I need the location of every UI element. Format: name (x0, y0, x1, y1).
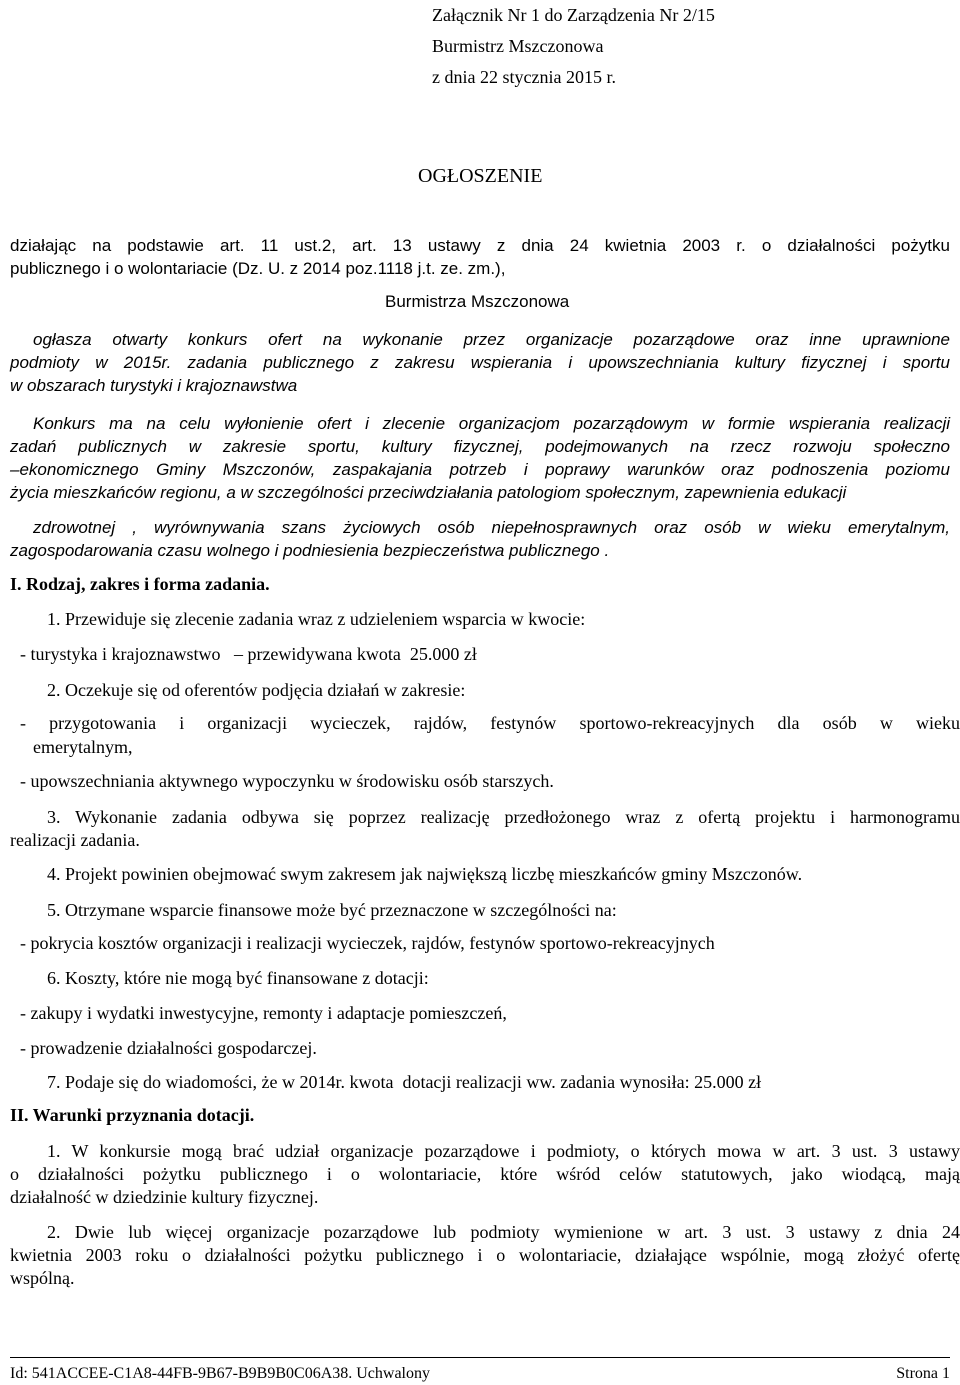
section-1-heading: I. Rodzaj, zakres i forma zadania. (10, 574, 270, 594)
section-2-point-1-line-2: o działalności pożytku publicznego i o wolontariacie, które wśród celów statutowych, jako wiodącą, mają (10, 1164, 960, 1184)
header-line-1: Załącznik Nr 1 do Zarządzenia Nr 2/15 (432, 5, 715, 25)
document-title: OGŁOSZENIE (418, 165, 543, 187)
issuer-name: Burmistrza Mszczonowa (385, 292, 570, 311)
section-1-point-3-line-1: 3. Wykonanie zadania odbywa się poprzez realizację przedłożonego wraz z ofertą projektu i harmonogramu (47, 807, 960, 827)
section-1-point-3-line-2: realizacji zadania. (10, 830, 140, 850)
goal-line-2: zadań publicznych w zakresie sportu, kultury fizycznej, podejmowanych na rzecz rozwoju społeczno (10, 437, 950, 456)
section-2-point-2-line-1: 2. Dwie lub więcej organizacje pozarządowe lub podmioty wymienione w art. 3 ust. 3 ustawy z dnia 24 (47, 1222, 960, 1242)
announcement-line-1: ogłasza otwarty konkurs ofert na wykonanie przez organizacje pozarządowe oraz inne uprawnione (33, 330, 950, 349)
section-2-point-2-line-2: kwietnia 2003 roku o działalności pożytku publicznego i o wolontariacie, działające wspólnie, mogą złożyć ofertę (10, 1245, 960, 1265)
section-2-point-2-line-3: wspólną. (10, 1268, 75, 1288)
footer-document-id: Id: 541ACCEE-C1A8-44FB-9B67-B9B9B0C06A38. Uchwalony (10, 1365, 430, 1382)
footer-divider (10, 1357, 950, 1358)
section-1-point-2-item-1-line-1: - przygotowania i organizacji wycieczek, rajdów, festynów sportowo-rekreacyjnych dla osób w wieku (20, 713, 960, 733)
section-1-point-1-item: - turystyka i krajoznawstwo – przewidywana kwota 25.000 zł (20, 644, 477, 664)
footer-page-number: Strona 1 (896, 1365, 950, 1382)
goal-line-1: Konkurs ma na celu wyłonienie ofert i zlecenie organizacjom pozarządowym w formie wspierania realizacji (33, 414, 950, 433)
goal-line-5: zdrowotnej , wyrównywania szans życiowych osób niepełnosprawnych oraz osób w wieku emerytalnym, (33, 518, 950, 537)
section-2-heading: II. Warunki przyznania dotacji. (10, 1105, 255, 1125)
goal-line-4: życia mieszkańców regionu, a w szczególności przeciwdziałania patologiom społecznym, zapewnienia edukacji (10, 483, 847, 502)
section-1-point-6: 6. Koszty, które nie mogą być finansowane z dotacji: (47, 968, 429, 988)
announcement-line-2: podmioty w 2015r. zadania publicznego z zakresu wspierania i upowszechniania kultury fizycznej i sportu (10, 353, 950, 372)
announcement-line-3: w obszarach turystyki i krajoznawstwa (10, 376, 298, 395)
goal-line-6: zagospodarowania czasu wolnego i podniesienia bezpieczeństwa publicznego . (10, 541, 610, 560)
section-1-point-7: 7. Podaje się do wiadomości, że w 2014r. kwota dotacji realizacji ww. zadania wynosiła: 25.000 zł (47, 1072, 762, 1092)
section-2-point-1-line-1: 1. W konkursie mogą brać udział organizacje pozarządowe i podmioty, o których mowa w art. 3 ust. 3 ustawy (47, 1141, 960, 1161)
section-1-point-4: 4. Projekt powinien obejmować swym zakresem jak największą liczbę mieszkańców gminy Mszczonów. (47, 864, 803, 884)
section-1-point-2-item-1-line-2: emerytalnym, (33, 737, 133, 757)
section-1-point-2: 2. Oczekuje się od oferentów podjęcia działań w zakresie: (47, 680, 466, 700)
section-1-point-2-item-2: - upowszechniania aktywnego wypoczynku w środowisku osób starszych. (20, 771, 554, 791)
section-1-point-6-item-2: - prowadzenie działalności gospodarczej. (20, 1038, 317, 1058)
goal-line-3: –ekonomicznego Gminy Mszczonów, zaspakajania potrzeb i poprawy warunków oraz podnoszenia poziomu (10, 460, 950, 479)
section-1-point-6-item-1: - zakupy i wydatki inwestycyjne, remonty i adaptacje pomieszczeń, (20, 1003, 507, 1023)
header-line-2: Burmistrz Mszczonowa (432, 36, 604, 56)
section-1-point-1: 1. Przewiduje się zlecenie zadania wraz z udzieleniem wsparcia w kwocie: (47, 609, 586, 629)
legal-basis-line-2: publicznego i o wolontariacie (Dz. U. z 2014 poz.1118 j.t. ze. zm.), (10, 259, 506, 278)
section-2-point-1-line-3: działalność w dziedzinie kultury fizycznej. (10, 1187, 319, 1207)
section-1-point-5: 5. Otrzymane wsparcie finansowe może być przeznaczone w szczególności na: (47, 900, 617, 920)
section-1-point-5-item: - pokrycia kosztów organizacji i realizacji wycieczek, rajdów, festynów sportowo-rekreacyjnych (20, 933, 715, 953)
legal-basis-line-1: działając na podstawie art. 11 ust.2, art. 13 ustawy z dnia 24 kwietnia 2003 r. o działalności pożytku (10, 236, 950, 255)
header-line-3: z dnia 22 stycznia 2015 r. (432, 67, 616, 87)
